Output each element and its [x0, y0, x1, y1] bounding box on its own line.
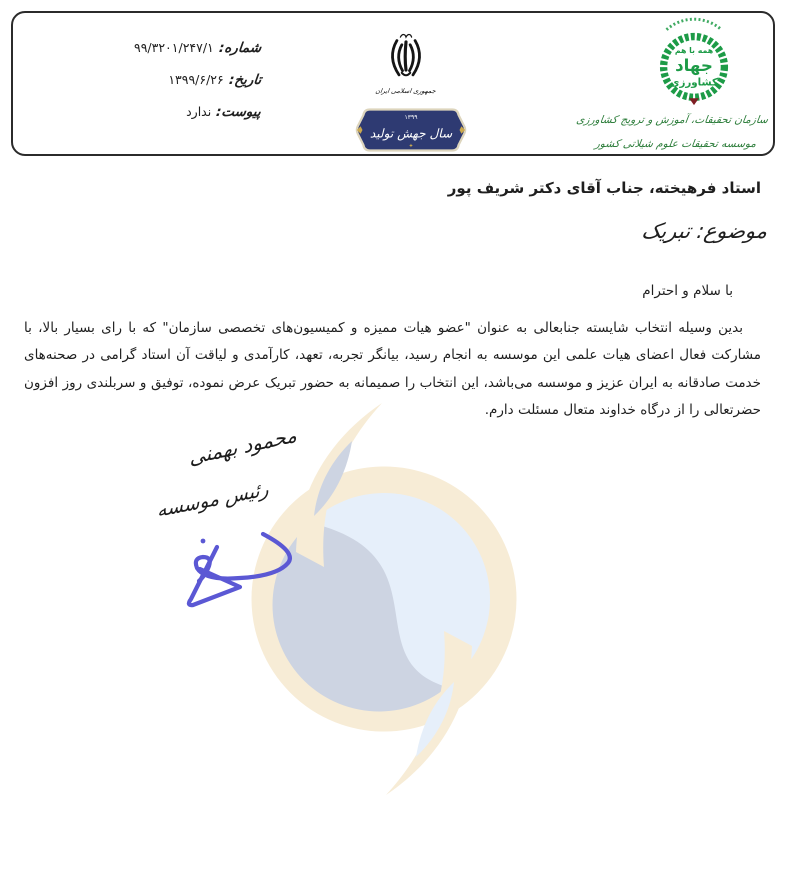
jahad-keshavarzi-logo-icon: [644, 14, 744, 112]
letterhead-box: [11, 11, 775, 156]
banner-slogan: سال جهش تولید: [369, 126, 453, 141]
organization-names: [575, 108, 769, 156]
logo-motto: همه با هم: [674, 46, 714, 56]
recipient-line: استاد فرهیخته، جناب آقای دکتر شریف پور: [447, 179, 761, 197]
signer-name: محمود بهمنی: [188, 422, 298, 470]
logo-word-keshavarzi: کشاورزی: [670, 76, 718, 89]
emblem-caption: جمهوری اسلامی ایران: [374, 87, 437, 95]
meta-block: [56, 40, 261, 136]
subject-label: موضوع:: [694, 219, 769, 243]
national-emblem-block: [353, 30, 458, 95]
banner-star-icon: ✦: [408, 143, 414, 150]
salutation-line: با سلام و احترام: [642, 283, 733, 299]
banner-year: ۱۳۹۹: [404, 113, 418, 121]
org-line-2: موسسه تحقیقات علوم شیلاتی کشور: [594, 138, 757, 150]
attachment-value: ندارد: [186, 104, 212, 119]
ref-number-label: شماره:: [217, 40, 262, 56]
logo-word-jahad: جهاد: [675, 55, 713, 75]
handwritten-signature: [95, 505, 365, 645]
wreath-tie: [689, 98, 699, 105]
signer-title: رئیس موسسه: [156, 478, 270, 522]
org-line-1: سازمان تحقیقات، آموزش و ترویج کشاورزی: [575, 114, 769, 126]
date-value: ۱۳۹۹/۶/۲۶: [168, 72, 224, 87]
subject-value: تبریک: [639, 219, 692, 243]
date-row: [56, 72, 261, 104]
subject-line: [640, 219, 769, 243]
ref-number-value: ۹۹/۳۲۰۱/۲۴۷/۱: [133, 40, 214, 55]
attachment-row: [56, 104, 261, 136]
year-slogan-banner: [355, 106, 467, 154]
iran-national-emblem-icon: [385, 30, 427, 82]
date-label: تاریخ:: [227, 72, 262, 88]
jahad-keshavarzi-logo: [639, 14, 749, 116]
letter-body-paragraph: بدین وسیله انتخاب شایسته جنابعالی به عنوان "عضو هیات ممیزه و کمیسیون‌های تخصصی سازمان" که با رای بسیار بالا، با مشارکت فعال اعضای هیات علمی این موسسه به انجام رسید، بیانگر تجربه، تعهد، کارآمدی و لیاقت آن استاد گرامی در صحنه‌های خدمت صادقانه به ایران عزیز و موسسه می‌باشد، این انتخاب را صمیمانه به حضور تبریک عرض نموده، توفیق و سربلندی روز افزون حضرتعالی را از درگاه خداوند متعال مسئلت دارم.: [24, 319, 761, 419]
ref-number-row: [56, 40, 261, 72]
attachment-label: پیوست:: [215, 104, 262, 120]
